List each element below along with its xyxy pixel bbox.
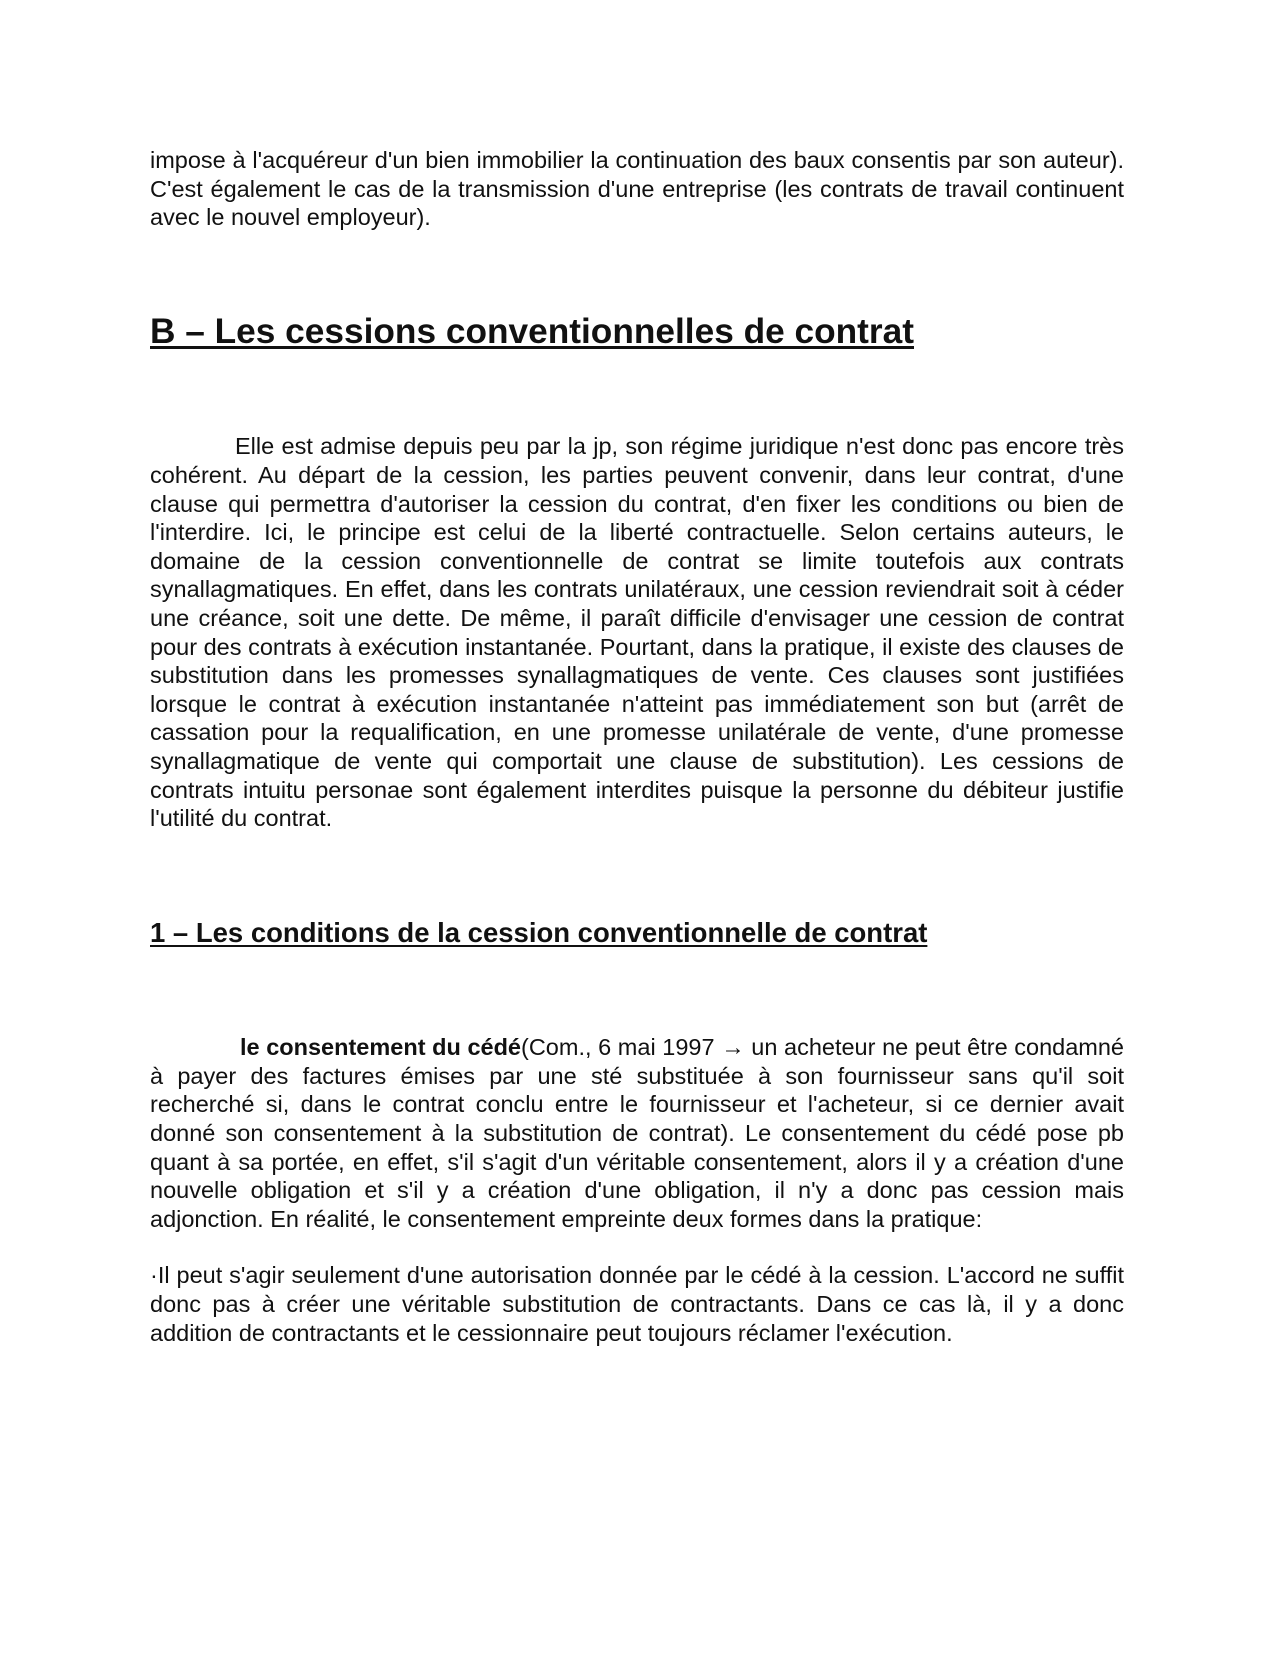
bullet-paragraph: ·Il peut s'agir seulement d'une autorisation donnée par le cédé à la cession. L'accord ne suffit donc pas à créer une véritable substitution de contractants. Dans ce cas là, il y a donc addition de contractants et le cessionnaire peut toujours réclamer l'exécution. <box>150 1262 1124 1346</box>
spacer <box>150 346 1124 432</box>
subsection-1-heading: 1 – Les conditions de la cession conventionnelle de contrat <box>150 916 928 948</box>
consent-paragraph-text: (Com., 6 mai 1997 → un acheteur ne peut être condamné à payer des factures émises par une sté substituée à son fournisseur sans qu'il soit recherché si, dans le contrat conclu entre le fournisseur et l'acheteur, si ce dernier avait donné son consentement à la substitution de contrat). Le consentement du cédé pose pb quant à sa portée, en effet, s'il s'agit d'un véritable consentement, alors il y a création d'une nouvelle obligation et s'il y a création d'une obligation, il n'y a donc pas cession mais adjonction. En réalité, le consentement empreinte deux formes dans la pratique: <box>150 1034 1124 1232</box>
consent-lead-term: le consentement du cédé <box>240 1034 522 1061</box>
spacer <box>150 1233 1124 1261</box>
intro-paragraph: impose à l'acquéreur d'un bien immobilier la continuation des baux consentis par son auteur). C'est également le cas de la transmission d'une entreprise (les contrats de travail continuent avec le nouvel employeur). <box>150 147 1124 231</box>
spacer <box>150 947 1124 1033</box>
consent-paragraph <box>150 1033 1124 1233</box>
spacer <box>150 232 1124 318</box>
spacer <box>150 833 1124 919</box>
section-b-paragraph: Elle est admise depuis peu par la jp, son régime juridique n'est donc pas encore très cohérent. Au départ de la cession, les parties peuvent convenir, dans leur contrat, d'une clause qui permettra d'autoriser la cession du contrat, d'en fixer les conditions ou bien de l'interdire. Ici, le principe est celui de la liberté contractuelle. Selon certains auteurs, le domaine de la cession conventionnelle de contrat se limite toutefois aux contrats synallagmatiques. En effet, dans les contrats unilatéraux, une cession reviendrait soit à céder une créance, soit une dette. De même, il paraît difficile d'envisager une cession de contrat pour des contrats à exécution instantanée. Pourtant, dans la pratique, il existe des clauses de substitution dans les promesses synallagmatiques de vente. Ces clauses sont justifiées lorsque le contrat à exécution instantanée n'atteint pas immédiatement son but (arrêt de cassation pour la requalification, en une promesse unilatérale de vente, d'une promesse synallagmatique de vente qui comportait une clause de substitution). Les cessions de contrats intuitu personae sont également interdites puisque la personne du débiteur justifie l'utilité du contrat. <box>150 433 1124 832</box>
document-page <box>150 146 1124 1347</box>
section-b-heading: B – Les cessions conventionnelles de contrat <box>150 311 914 351</box>
